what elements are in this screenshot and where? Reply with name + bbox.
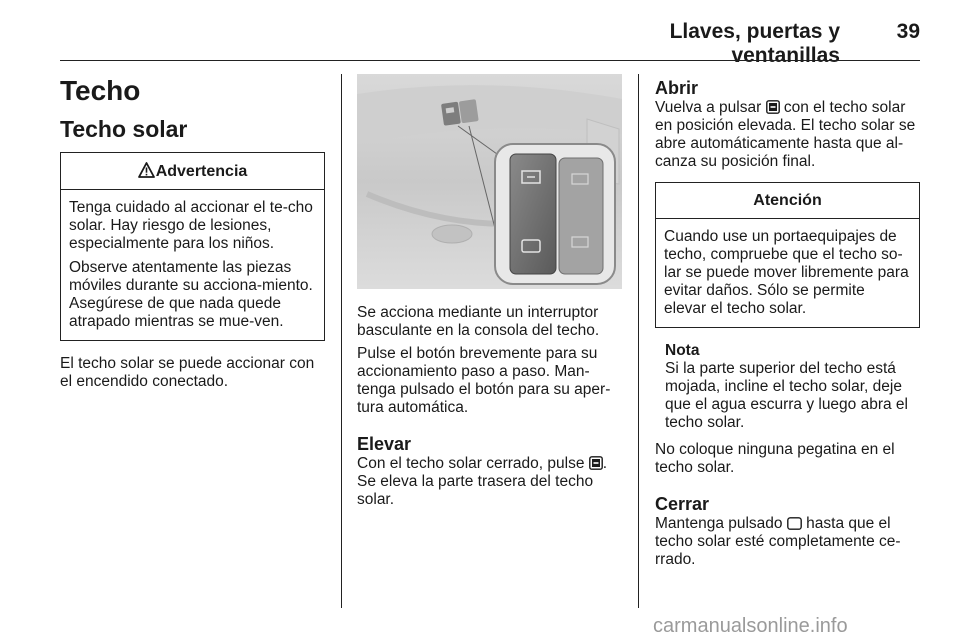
warning-paragraph: Tenga cuidado al accionar el te-cho solar. Hay riesgo de lesiones, especialmente para los niños. [69, 199, 313, 252]
warning-header [61, 153, 324, 190]
attention-body [656, 219, 919, 327]
right-column [655, 74, 920, 569]
text-run: Con el techo solar cerrado, pulse [357, 455, 589, 472]
body-paragraph: Pulse el botón brevemente para su accionamiento paso a paso. Man-tenga pulsado el botón para su aper-tura automática. [357, 345, 611, 416]
warning-title: Advertencia [155, 163, 248, 180]
sunroof-close-icon [787, 517, 802, 530]
header-rule [60, 60, 920, 61]
warning-triangle-icon [138, 162, 155, 178]
text-run: Vuelva a pulsar [655, 99, 766, 116]
text-run: con el techo solar en posición elevada. El techo solar se abre automáticamente hasta que al-canza su posición final. [655, 99, 916, 170]
attention-title: Atención [656, 183, 919, 219]
note-label: Nota [665, 342, 700, 359]
warning-body [61, 190, 324, 340]
body-paragraph: Se acciona mediante un interruptor basculante en la consola del techo. [357, 304, 600, 339]
body-paragraph [655, 515, 920, 569]
watermark: carmanualsonline.info [653, 615, 848, 637]
note-text: Si la parte superior del techo está mojada, incline el techo solar, deje que el agua escurra y luego abra el techo solar. [665, 360, 908, 431]
body-paragraph [357, 455, 622, 509]
warning-paragraph: Observe atentamente las piezas móviles durante su acciona-miento. Asegúrese de que nada quede atrapado mientras se mue-ven. [69, 259, 313, 330]
column-divider [638, 74, 639, 608]
subheading-elevar: Elevar [357, 434, 412, 454]
body-paragraph [655, 99, 920, 171]
subheading-cerrar: Cerrar [655, 494, 710, 514]
sunroof-tilt-icon [589, 456, 603, 470]
subsection-title: Techo solar [60, 116, 188, 142]
body-paragraph: No coloque ninguna pegatina en el techo solar. [655, 441, 895, 476]
section-title: Techo [60, 75, 141, 106]
attention-paragraph: Cuando use un portaequipajes de techo, compruebe que el techo so-lar se puede mover libremente para evitar daños. Sólo se permite elevar el techo solar. [664, 228, 909, 317]
note-block [655, 342, 920, 432]
column-divider [341, 74, 342, 608]
roof-console-switch-illustration [357, 74, 622, 289]
middle-column [357, 74, 622, 509]
page-number: 39 [896, 20, 920, 43]
text-run: Mantenga pulsado [655, 515, 787, 532]
left-column [60, 74, 325, 391]
text-run: hasta que el techo solar esté completamente ce-rrado. [655, 515, 901, 568]
body-paragraph: El techo solar se puede accionar con el encendido conectado. [60, 355, 315, 390]
subheading-abrir: Abrir [655, 78, 699, 98]
attention-box [655, 182, 920, 328]
running-header: Llaves, puertas y ventanillas [669, 20, 840, 67]
sunroof-tilt-icon [766, 100, 780, 114]
text-run: . Se eleva la parte trasera del techo solar. [357, 455, 608, 508]
warning-box [60, 152, 325, 341]
